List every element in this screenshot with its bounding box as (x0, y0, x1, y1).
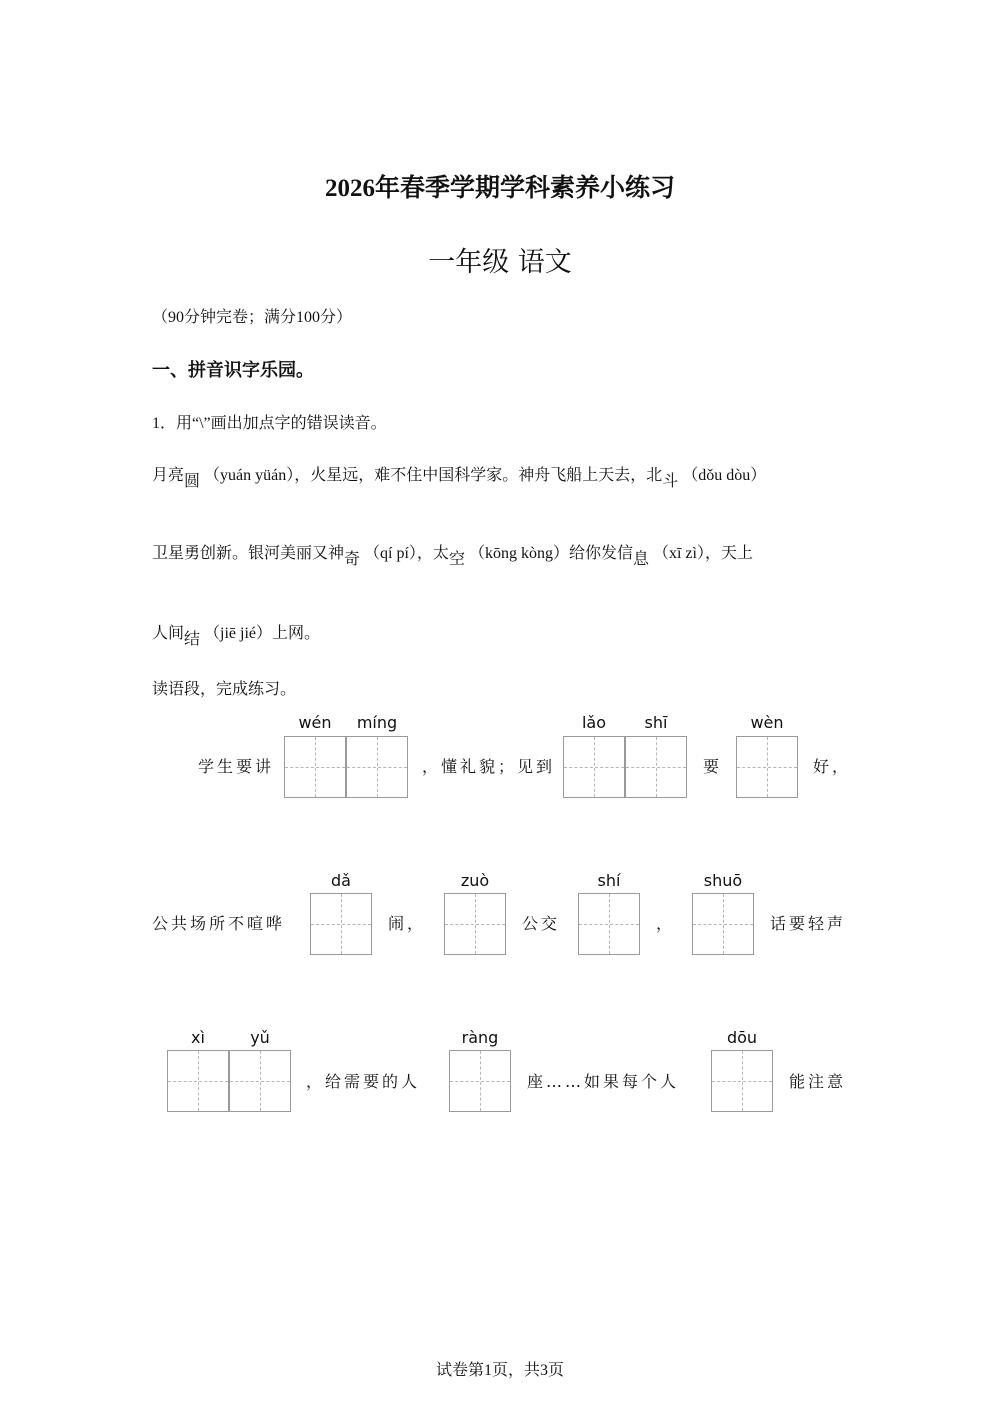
tianzige-box[interactable] (284, 736, 346, 798)
row2-text-4: ， (656, 914, 676, 933)
pinyin-label: yǔ (250, 1028, 270, 1047)
tianzige-box[interactable] (692, 893, 754, 955)
dotted-character: 斗 (662, 473, 679, 490)
row3-text-1: ，给需要的人 (306, 1072, 421, 1091)
tianzige-box[interactable] (229, 1050, 291, 1112)
pinyin-label: wén (298, 713, 332, 732)
pinyin-label: wèn (750, 713, 784, 732)
dotted-character: 息 (632, 551, 649, 568)
exam-note: （90分钟完卷；满分100分） (152, 309, 353, 326)
exam-subtitle: 一年级 语文 (428, 247, 572, 278)
tianzige-box[interactable] (310, 893, 372, 955)
row2-text-1: 公共场所不喧哗 (152, 914, 286, 933)
tianzige-box[interactable] (346, 736, 408, 798)
tianzige-box[interactable] (625, 736, 687, 798)
passage-text: 月亮 (152, 467, 185, 484)
pinyin-options: （dǒu dòu） (682, 467, 767, 484)
pinyin-label: dōu (726, 1028, 758, 1047)
tianzige-box[interactable] (449, 1050, 511, 1112)
page-footer: 试卷第1页，共3页 (435, 1362, 564, 1379)
dotted-character: 圆 (184, 473, 201, 490)
pinyin-label: shī (644, 713, 668, 732)
pinyin-label: míng (356, 713, 398, 732)
pinyin-label: dǎ (331, 871, 351, 890)
question-1-prompt: 1．用“\”画出加点字的错误读音。 (152, 415, 387, 432)
tianzige-box[interactable] (444, 893, 506, 955)
question-2-prompt: 读语段，完成练习。 (152, 681, 297, 698)
pinyin-label: shí (597, 871, 621, 890)
pinyin-label: shuō (703, 871, 743, 890)
row2-text-2: 闹， (388, 914, 427, 933)
pinyin-options: （xī zì），天上 (652, 545, 753, 562)
pinyin-options: （qí pí），太 (364, 545, 449, 562)
dotted-character: 奇 (344, 551, 361, 568)
pinyin-label: xì (191, 1028, 205, 1047)
tianzige-box[interactable] (563, 736, 625, 798)
pinyin-label: zuò (460, 871, 490, 890)
row1-text-2: ，懂礼貌；见到 (422, 757, 556, 776)
passage-line-2 (152, 540, 753, 568)
passage-line-3 (152, 620, 321, 648)
row2-text-3: 公交 (522, 914, 561, 933)
pinyin-label: ràng (461, 1028, 499, 1047)
row1-text-4: 好， (813, 757, 852, 776)
tianzige-box[interactable] (736, 736, 798, 798)
passage-text: 人间 (152, 625, 185, 642)
tianzige-box[interactable] (711, 1050, 773, 1112)
section-heading: 一、拼音识字乐园。 (152, 360, 314, 381)
pinyin-options: （yuán yüán），火星远，难不住中国科学家。神舟飞船上天去，北 (204, 467, 663, 484)
tianzige-box[interactable] (578, 893, 640, 955)
row1-text-1: 学生要讲 (198, 757, 275, 776)
pinyin-label: lǎo (581, 713, 607, 732)
passage-line-1 (152, 462, 767, 490)
row1-text-3: 要 (703, 757, 723, 776)
exam-title: 2026年春季学期学科素养小练习 (324, 175, 675, 202)
pinyin-options: （kōng kòng）给你发信 (468, 545, 633, 562)
row3-text-2: 座……如果每个人 (527, 1072, 680, 1091)
row2-text-5: 话要轻声 (770, 914, 847, 933)
row3-text-3: 能注意 (789, 1072, 847, 1091)
passage-text: 卫星勇创新。银河美丽又神 (152, 545, 345, 562)
dotted-character: 空 (448, 551, 465, 568)
pinyin-options: （jiē jié）上网。 (204, 625, 321, 642)
dotted-character: 结 (184, 631, 201, 648)
tianzige-box[interactable] (167, 1050, 229, 1112)
